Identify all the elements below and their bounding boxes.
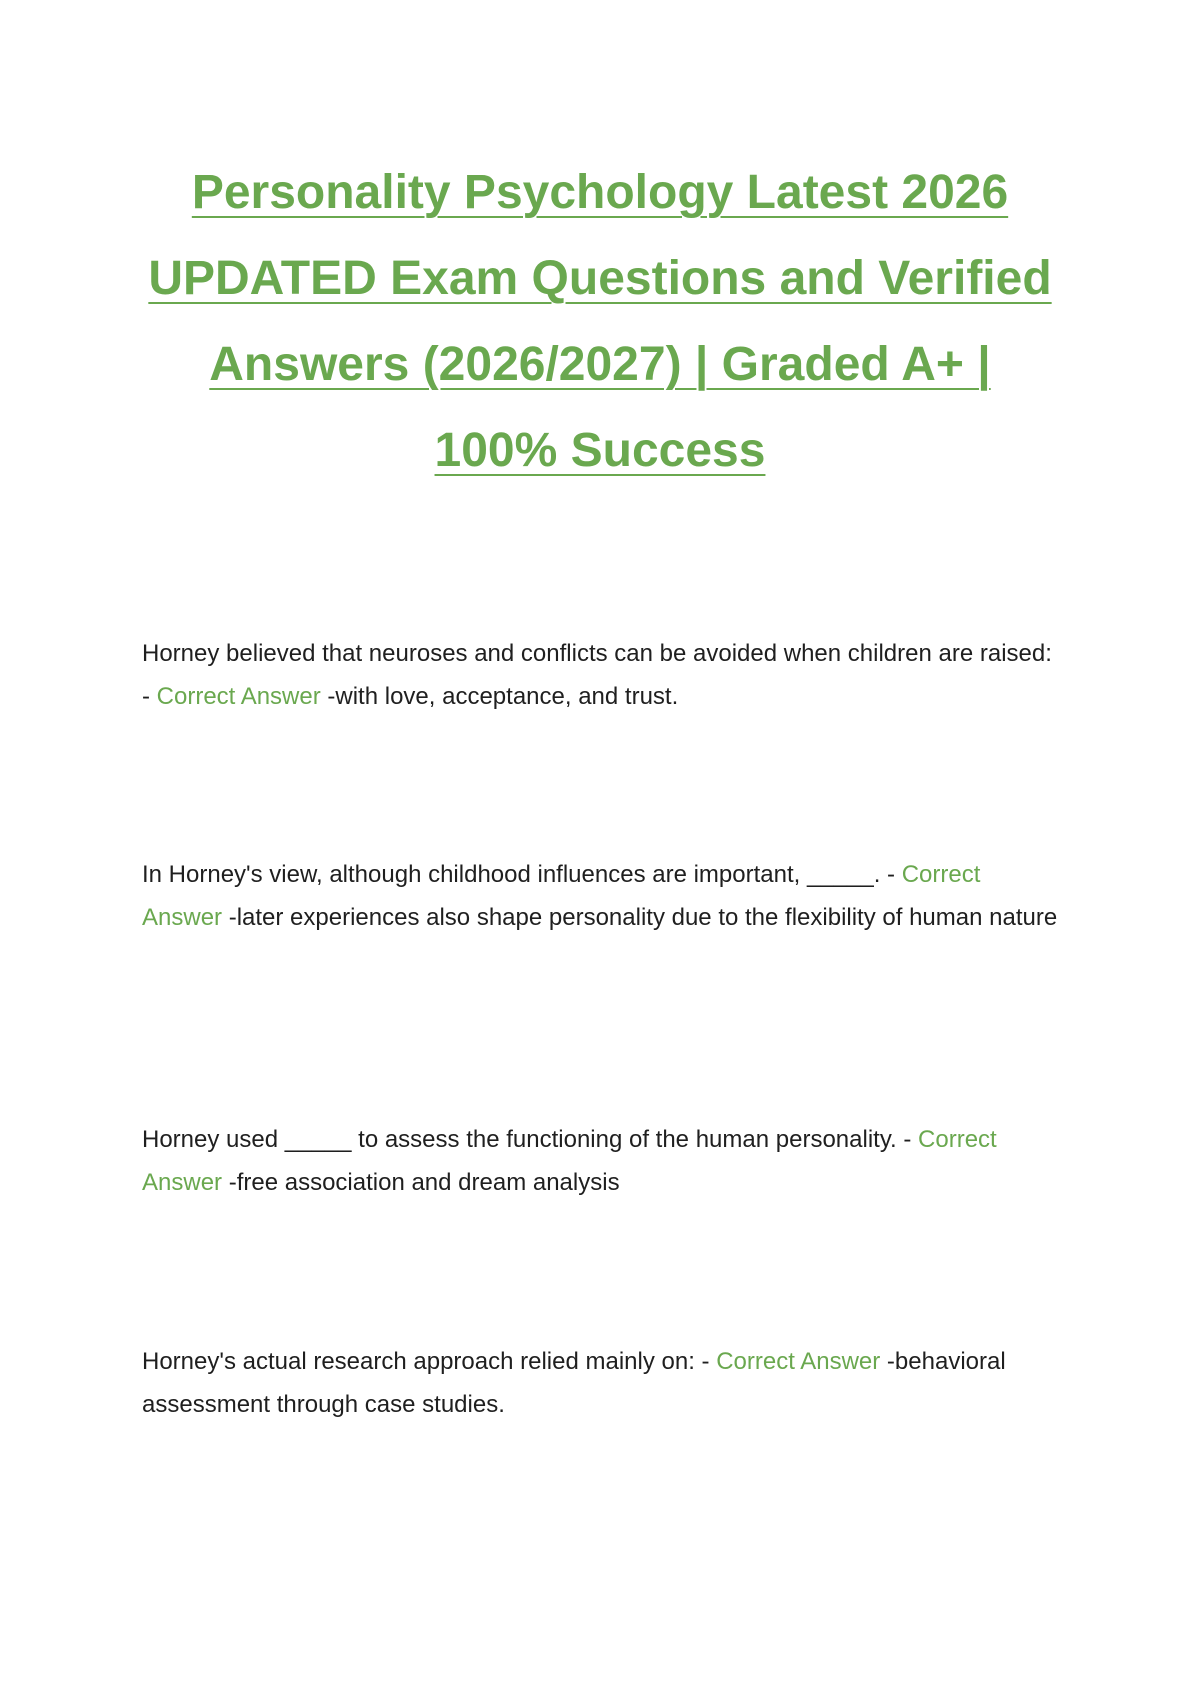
qa-item-1 <box>142 632 1062 718</box>
correct-answer-label: Correct Answer <box>716 1348 881 1375</box>
qa-item-3 <box>142 1118 1062 1204</box>
correct-answer-label: Correct Answer <box>142 861 981 931</box>
question-text: In Horney's view, although childhood influences are important, _____. - <box>142 861 902 888</box>
question-text: Horney used _____ to assess the functioning of the human personality. - <box>142 1126 919 1153</box>
correct-answer-label: Correct Answer <box>156 683 321 710</box>
correct-answer-label: Correct Answer <box>142 1126 997 1196</box>
question-text: Horney believed that neuroses and conflicts can be avoided when children are raised: - <box>142 640 1052 710</box>
title-line-4: 100% Success <box>434 424 766 477</box>
answer-text: -free association and dream analysis <box>222 1169 620 1196</box>
title-line-1: Personality Psychology Latest 2026 <box>191 166 1009 219</box>
title-line-2: UPDATED Exam Questions and Verified <box>148 252 1052 305</box>
qa-item-4 <box>142 1340 1062 1426</box>
qa-item-2 <box>142 853 1062 939</box>
answer-text: -behavioral assessment through case studies. <box>142 1348 1006 1418</box>
answer-text: -with love, acceptance, and trust. <box>320 683 679 710</box>
document-title <box>120 150 1080 494</box>
question-text: Horney's actual research approach relied mainly on: - <box>142 1348 717 1375</box>
answer-text: -later experiences also shape personality due to the flexibility of human nature <box>222 904 1058 931</box>
title-line-3: Answers (2026/2027) | Graded A+ | <box>209 338 991 391</box>
